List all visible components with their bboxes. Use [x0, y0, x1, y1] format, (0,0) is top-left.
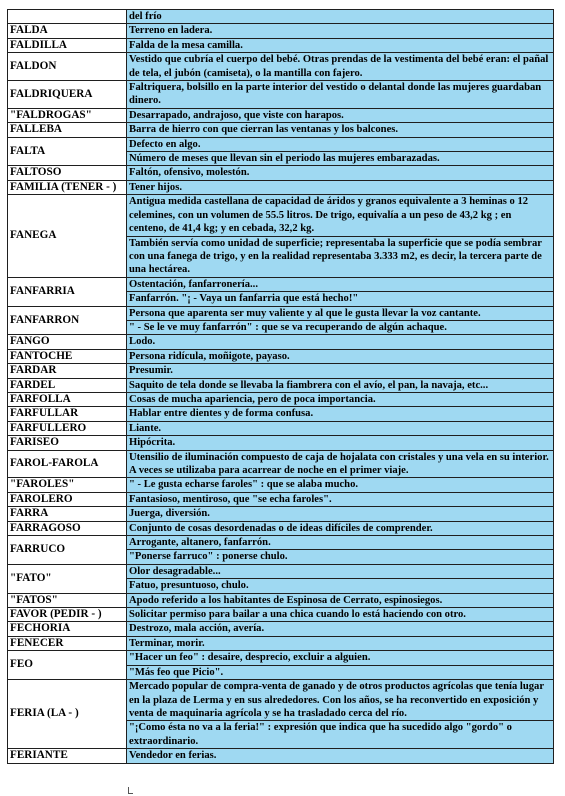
definition-line: Hipócrita.: [129, 437, 176, 449]
entry-term: FERIA (LA - ): [8, 680, 127, 749]
table-row: [8, 608, 554, 622]
definition-line: " - Le gusta echarse faroles" : que se alaba mucho.: [129, 479, 359, 491]
definition-line: Tener hijos.: [129, 181, 182, 193]
table-row: [8, 349, 554, 363]
definition-line: Vestido que cubría el cuerpo del bebé. Otras prendas de la vestimenta del bebé eran: el pañal de tela, el jubón (camiseta), o la mantilla con fajero.: [129, 54, 549, 79]
table-row: [8, 421, 554, 435]
entry-definition: [127, 407, 554, 421]
entry-definition: [127, 10, 554, 24]
definition-line: Falda de la mesa camilla.: [129, 39, 243, 51]
definition-line: Liante.: [129, 422, 162, 434]
definition-line: Fatuo, presuntuoso, chulo.: [127, 578, 553, 592]
entry-term: FALTA: [8, 137, 127, 166]
entry-definition: [127, 421, 554, 435]
entry-definition: [127, 622, 554, 636]
entry-term: FAROL-FAROLA: [8, 450, 127, 478]
entry-definition: [127, 81, 554, 109]
entry-definition: [127, 137, 554, 166]
entry-definition: [127, 24, 554, 38]
entry-definition: [127, 436, 554, 450]
entry-term: FALDON: [8, 53, 127, 81]
definition-line: del frío: [129, 11, 162, 22]
table-row: [8, 195, 554, 277]
table-row: [8, 749, 554, 763]
entry-term: FARISEO: [8, 436, 127, 450]
entry-definition: [127, 749, 554, 763]
entry-term: FANTOCHE: [8, 349, 127, 363]
table-row: [8, 53, 554, 81]
definition-line: Vendedor en ferias.: [129, 750, 217, 762]
entry-definition: [127, 521, 554, 535]
definition-line: Mercado popular de compra-venta de ganado y de otros productos agrícolas que tenía lugar en la plaza de Lerma y en sus alrededores. Con los años, se ha reconvertido en exposición y venta de maquinaria agrícola y se ha trasladado cerca del río.: [129, 681, 544, 719]
table-row: [8, 478, 554, 492]
definition-line: Fantasioso, mentiroso, que "se echa faroles".: [129, 493, 332, 505]
entry-term: "FATOS": [8, 593, 127, 607]
entry-definition: [127, 53, 554, 81]
definition-line: Hablar entre dientes y de forma confusa.: [129, 408, 314, 420]
entry-term: FARRAGOSO: [8, 521, 127, 535]
table-row: [8, 108, 554, 122]
table-row: [8, 335, 554, 349]
definition-line: Antigua medida castellana de capacidad de áridos y granos equivalente a 3 heminas o 12 celemines, con un volumen de 55.5 litros. De trigo, equivalía a un peso de 43,2 kg ; en centeno, de 41,4 kg; y en cebada, 32,2 kg.: [129, 196, 529, 235]
entry-term: "FATO": [8, 564, 127, 593]
entry-definition: [127, 306, 554, 335]
definition-line: Persona que aparenta ser muy valiente y al que le gusta llevar la voz cantante.: [129, 307, 481, 319]
table-row: [8, 651, 554, 680]
entry-definition: [127, 166, 554, 180]
entry-definition: [127, 38, 554, 52]
definition-line: Conjunto de cosas desordenadas o de ideas difíciles de comprender.: [129, 522, 433, 534]
definition-line: "¡Como ésta no va a la feria!" : expresión que indica que ha sucedido algo "gordo" o extraordinario.: [127, 720, 553, 748]
entry-term: FERIANTE: [8, 749, 127, 763]
entry-definition: [127, 195, 554, 277]
table-row: [8, 593, 554, 607]
entry-term: FAVOR (PEDIR - ): [8, 608, 127, 622]
entry-term: "FALDROGAS": [8, 108, 127, 122]
entry-term: FALTOSO: [8, 166, 127, 180]
table-row: [8, 180, 554, 194]
entry-definition: [127, 180, 554, 194]
definition-line: Persona ridícula, moñigote, payaso.: [129, 350, 290, 362]
entry-term: FALDA: [8, 24, 127, 38]
entry-term: FALLEBA: [8, 123, 127, 137]
table-row: [8, 392, 554, 406]
definition-line: Terreno en ladera.: [129, 25, 213, 37]
table-row: [8, 680, 554, 749]
entry-term: FARDAR: [8, 364, 127, 378]
definition-line: "Ponerse farruco" : ponerse chulo.: [127, 549, 553, 563]
table-row: [8, 564, 554, 593]
entry-term: FANEGA: [8, 195, 127, 277]
glossary-body: [8, 10, 554, 764]
entry-definition: [127, 364, 554, 378]
entry-term: FANFARRIA: [8, 277, 127, 306]
table-row: [8, 81, 554, 109]
table-row: [8, 137, 554, 166]
entry-definition: [127, 478, 554, 492]
entry-term: FENECER: [8, 636, 127, 650]
entry-definition: [127, 349, 554, 363]
definition-line: Presumir.: [129, 365, 173, 377]
entry-term: FARDEL: [8, 378, 127, 392]
definition-line: "Hacer un feo" : desaire, desprecio, excluir a alguien.: [129, 652, 371, 664]
table-row: [8, 436, 554, 450]
table-row: [8, 407, 554, 421]
entry-term: FECHORIA: [8, 622, 127, 636]
table-row: [8, 378, 554, 392]
entry-definition: [127, 651, 554, 680]
entry-definition: [127, 277, 554, 306]
entry-term: FALDILLA: [8, 38, 127, 52]
entry-term: FANGO: [8, 335, 127, 349]
definition-line: Cosas de mucha apariencia, pero de poca importancia.: [129, 393, 376, 405]
table-row: [8, 364, 554, 378]
definition-line: Lodo.: [129, 336, 156, 348]
entry-definition: [127, 636, 554, 650]
table-row: [8, 636, 554, 650]
table-row: [8, 450, 554, 478]
entry-term: FARFOLLA: [8, 392, 127, 406]
entry-term: FALDRIQUERA: [8, 81, 127, 109]
glossary-table: [7, 9, 554, 764]
definition-line: Utensilio de iluminación compuesto de caja de hojalata con cristales y una vela en su interior. A veces se utilizaba para acarrear de noche en el primer viaje.: [129, 451, 549, 476]
definition-line: Olor desagradable...: [129, 565, 221, 577]
entry-term: "FAROLES": [8, 478, 127, 492]
definition-line: También servía como unidad de superficie; representaba la superficie que se podía sembrar con una fanega de trigo, y en la realidad representaba 3.333 m2, es decir, la tercera parte de una hectárea.: [127, 236, 553, 277]
table-row: [8, 622, 554, 636]
entry-term: FARFULLAR: [8, 407, 127, 421]
definition-line: Defecto en algo.: [129, 138, 201, 150]
entry-term: FARFULLERO: [8, 421, 127, 435]
table-row: [8, 166, 554, 180]
table-row: [8, 123, 554, 137]
table-row: [8, 507, 554, 521]
definition-line: Arrogante, altanero, fanfarrón.: [129, 537, 271, 549]
entry-definition: [127, 608, 554, 622]
entry-definition: [127, 492, 554, 506]
entry-term: [8, 10, 127, 24]
table-row: [8, 24, 554, 38]
table-row: [8, 306, 554, 335]
entry-term: FEO: [8, 651, 127, 680]
entry-definition: [127, 564, 554, 593]
entry-term: FARRUCO: [8, 536, 127, 565]
table-row: [8, 277, 554, 306]
definition-line: Faltriquera, bolsillo en la parte interior del vestido o delantal donde las mujeres guardaban dinero.: [129, 82, 542, 107]
entry-term: FARRA: [8, 507, 127, 521]
definition-line: Faltón, ofensivo, molestón.: [129, 167, 250, 179]
definition-line: Ostentación, fanfarronería...: [129, 278, 258, 290]
entry-definition: [127, 123, 554, 137]
entry-definition: [127, 378, 554, 392]
entry-definition: [127, 507, 554, 521]
definition-line: Apodo referido a los habitantes de Espinosa de Cerrato, espinosiegos.: [129, 594, 443, 606]
definition-line: Saquito de tela donde se llevaba la fiambrera con el avío, el pan, la navaja, etc...: [129, 379, 489, 391]
definition-line: Destrozo, mala acción, avería.: [129, 623, 265, 635]
entry-definition: [127, 108, 554, 122]
entry-definition: [127, 593, 554, 607]
definition-line: Barra de hierro con que cierran las ventanas y los balcones.: [129, 124, 399, 136]
definition-line: " - Se le ve muy fanfarrón" : que se va recuperando de algún achaque.: [127, 320, 553, 334]
table-row: [8, 38, 554, 52]
definition-line: Número de meses que llevan sin el periodo las mujeres embarazadas.: [127, 151, 553, 165]
entry-definition: [127, 536, 554, 565]
entry-definition: [127, 392, 554, 406]
entry-term: FAROLERO: [8, 492, 127, 506]
entry-definition: [127, 335, 554, 349]
entry-term: FAMILIA (TENER - ): [8, 180, 127, 194]
table-row: [8, 536, 554, 565]
definition-line: Terminar, morir.: [129, 637, 205, 649]
definition-line: Fanfarrón. "¡ - Vaya un fanfarria que está hecho!": [127, 291, 553, 305]
entry-definition: [127, 680, 554, 749]
entry-term: FANFARRON: [8, 306, 127, 335]
table-row: [8, 10, 554, 24]
definition-line: Solicitar permiso para bailar a una chica cuando lo está haciendo con otro.: [129, 609, 466, 621]
definition-line: Juerga, diversión.: [129, 508, 210, 520]
entry-definition: [127, 450, 554, 478]
table-row: [8, 492, 554, 506]
corner-mark: [128, 787, 133, 794]
definition-line: Desarrapado, andrajoso, que viste con harapos.: [129, 109, 344, 121]
definition-line: "Más feo que Picio".: [127, 665, 553, 679]
table-row: [8, 521, 554, 535]
